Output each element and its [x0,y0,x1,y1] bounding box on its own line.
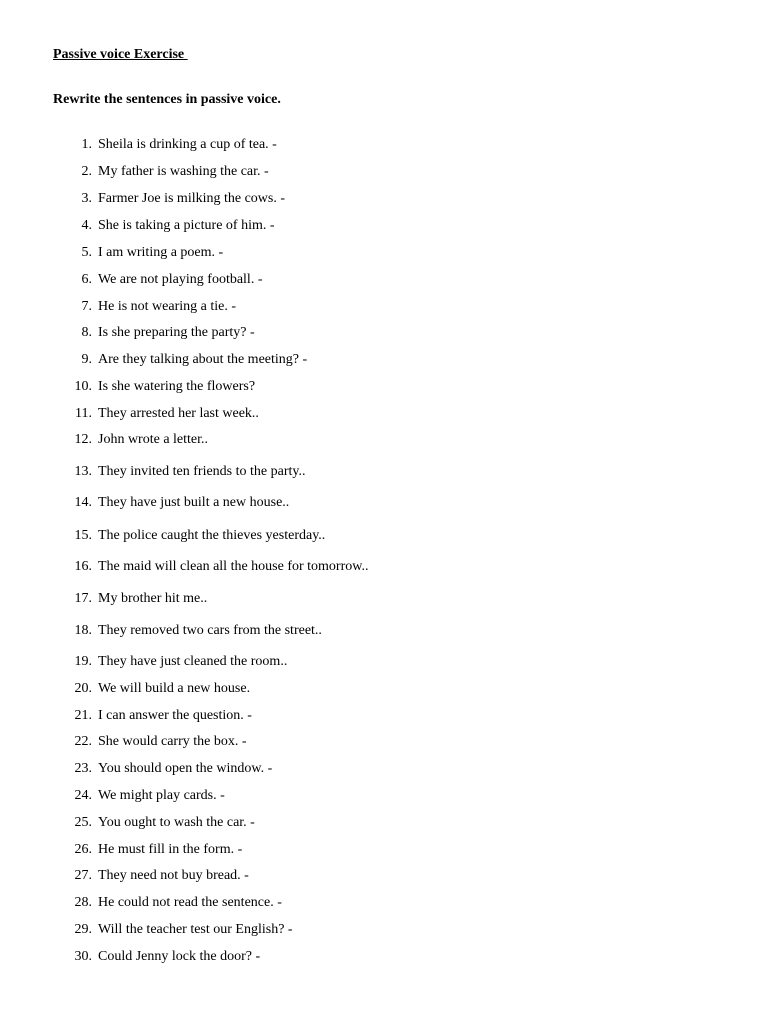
item-number: 28. [74,895,92,910]
list-item [0,558,720,576]
item-sentence: He could not read the sentence. - [98,895,282,910]
item-sentence: Is she watering the flowers? [98,379,256,394]
item-number: 14. [74,495,92,510]
list-item [0,841,720,859]
item-sentence: You ought to wash the car. - [98,815,255,830]
item-sentence: She is taking a picture of him. - [98,218,275,233]
item-number: 4. [81,218,92,233]
item-number: 12. [74,432,92,447]
list-item [0,136,720,154]
list-item [0,921,720,939]
item-number: 21. [74,708,92,723]
item-sentence: He must fill in the form. - [98,842,243,857]
list-item [0,351,720,369]
list-item [0,760,720,778]
list-item [0,405,720,423]
item-number: 17. [74,591,92,606]
item-sentence: My brother hit me.. [98,591,208,606]
item-number: 23. [74,761,92,776]
list-item [0,324,720,342]
item-sentence: The maid will clean all the house for tomorrow.. [98,559,369,574]
list-item [0,894,720,912]
page-title: Passive voice Exercise [53,47,188,62]
list-item [0,590,720,608]
list-item [0,948,720,966]
list-item [0,527,720,545]
item-sentence: John wrote a letter.. [98,432,209,447]
instruction-text: Rewrite the sentences in passive voice. [53,92,281,107]
item-number: 9. [81,352,92,367]
list-item [0,217,720,235]
item-sentence: You should open the window. - [98,761,273,776]
item-sentence: I am writing a poem. - [98,245,224,260]
item-sentence: Could Jenny lock the door? - [98,949,261,964]
item-sentence: Are they talking about the meeting? - [98,352,308,367]
list-item [0,622,720,640]
item-sentence: They have just cleaned the room.. [98,654,288,669]
list-item [0,707,720,725]
item-number: 5. [81,245,92,260]
list-item [0,867,720,885]
item-number: 3. [81,191,92,206]
list-item [0,787,720,805]
list-item [0,378,720,396]
item-number: 30. [74,949,92,964]
item-sentence: They arrested her last week.. [98,406,259,421]
item-sentence: My father is washing the car. - [98,164,269,179]
item-number: 7. [81,299,92,314]
list-item [0,163,720,181]
item-sentence: He is not wearing a tie. - [98,299,237,314]
item-number: 20. [74,681,92,696]
item-number: 19. [74,654,92,669]
item-number: 22. [74,734,92,749]
list-item [0,298,720,316]
item-sentence: We might play cards. - [98,788,225,803]
list-item [0,814,720,832]
item-number: 8. [81,325,92,340]
item-sentence: The police caught the thieves yesterday.. [98,528,326,543]
item-number: 2. [81,164,92,179]
item-number: 27. [74,868,92,883]
item-sentence: Is she preparing the party? - [98,325,255,340]
item-sentence: We are not playing football. - [98,272,263,287]
item-number: 1. [81,137,92,152]
list-item [0,494,720,512]
item-number: 6. [81,272,92,287]
list-item [0,463,720,481]
item-number: 10. [74,379,92,394]
item-number: 25. [74,815,92,830]
item-sentence: I can answer the question. - [98,708,252,723]
item-number: 15. [74,528,92,543]
item-number: 26. [74,842,92,857]
list-item [0,431,720,449]
item-number: 11. [75,406,92,421]
list-item [0,653,720,671]
list-item [0,190,720,208]
item-sentence: Farmer Joe is milking the cows. - [98,191,286,206]
list-item [0,680,720,698]
list-item [0,244,720,262]
list-item [0,271,720,289]
item-sentence: She would carry the box. - [98,734,247,749]
item-sentence: They need not buy bread. - [98,868,249,883]
item-sentence: Sheila is drinking a cup of tea. - [98,137,277,152]
item-number: 18. [74,623,92,638]
item-number: 13. [74,464,92,479]
item-sentence: We will build a new house. [98,681,251,696]
item-sentence: They have just built a new house.. [98,495,290,510]
item-sentence: They invited ten friends to the party.. [98,464,306,479]
item-number: 24. [74,788,92,803]
item-number: 16. [74,559,92,574]
item-sentence: Will the teacher test our English? - [98,922,293,937]
item-sentence: They removed two cars from the street.. [98,623,322,638]
list-item [0,733,720,751]
item-number: 29. [74,922,92,937]
